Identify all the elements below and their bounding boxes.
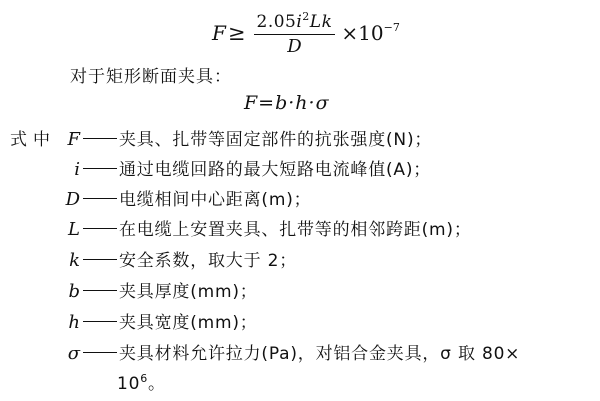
definition-symbol: i [74, 159, 80, 180]
definition-row [58, 339, 520, 364]
definition-row [58, 185, 311, 210]
definition-row [58, 215, 472, 240]
definition-text: 电缆相间中心距离(m)； [119, 190, 312, 210]
definition-text: 夹具宽度(mm)； [119, 313, 258, 333]
continuation-base: 10 [117, 374, 141, 394]
em-dash [83, 321, 117, 323]
definition-symbol: b [68, 281, 80, 302]
definition-text: 夹具、扎带等固定部件的抗张强度(N)； [119, 130, 433, 150]
formula-multiplier [341, 21, 399, 45]
multiplier-exponent: −7 [383, 21, 400, 34]
em-dash [83, 138, 117, 140]
where-label: 式中 [10, 130, 56, 150]
definition-text: 安全系数，取大于 2； [119, 251, 298, 271]
numerator-variable: i [296, 11, 303, 32]
definition-text: 夹具材料允许拉力(Pa)，对铝合金夹具，σ 取 80× [119, 344, 521, 364]
em-dash [83, 290, 117, 292]
numerator-rest: Lk [309, 11, 333, 32]
em-dash [83, 198, 117, 200]
definition-symbol: L [68, 219, 80, 240]
definition-symbol: σ [67, 343, 80, 364]
definition-row [58, 155, 431, 180]
continuation-exponent: 6 [140, 372, 149, 385]
definition-row [58, 246, 297, 271]
definition-text: 在电缆上安置夹具、扎带等的相邻跨距(m)； [119, 220, 472, 240]
definition-symbol: D [65, 189, 80, 210]
formula-lhs: F [212, 21, 226, 45]
definition-row [58, 308, 258, 333]
numerator-exponent: 2 [302, 9, 310, 23]
main-formula [212, 8, 400, 58]
em-dash [83, 259, 117, 261]
definition-symbol: h [68, 312, 80, 333]
fraction-denominator: D [287, 35, 302, 57]
definition-text: 通过电缆回路的最大短路电流峰值(A)； [119, 160, 432, 180]
definition-text: 夹具厚度(mm)； [119, 282, 258, 302]
continuation-text [117, 369, 166, 394]
definition-continuation [117, 369, 166, 394]
definition-row [58, 125, 432, 150]
definition-row [58, 277, 258, 302]
definition-symbol: k [69, 250, 80, 271]
continuation-tail: 。 [148, 374, 166, 394]
rect-formula: F=b·h·σ [244, 92, 330, 114]
multiplier-base: ×10 [341, 21, 384, 45]
definition-symbol: F [67, 129, 80, 150]
numerator-coefficient: 2.05 [256, 11, 297, 32]
em-dash [83, 168, 117, 170]
em-dash [83, 352, 117, 354]
fraction-numerator [254, 10, 336, 35]
formula-fraction [254, 10, 336, 57]
intro-text: 对于矩形断面夹具： [70, 67, 232, 87]
formula-relation: ≥ [227, 21, 246, 45]
em-dash [83, 228, 117, 230]
